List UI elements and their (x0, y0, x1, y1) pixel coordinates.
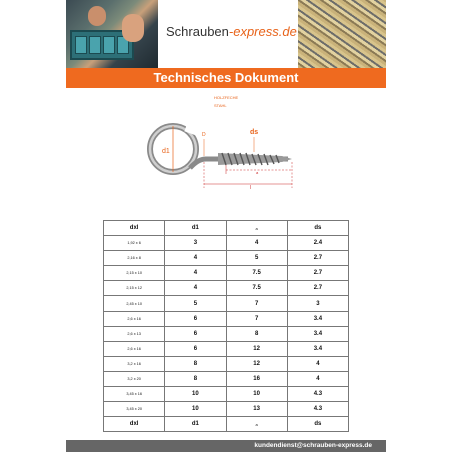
cell-dxl: 2,6 x 16 (104, 341, 165, 356)
cell-dxl: 1,92 x 6 (104, 236, 165, 251)
cell-d1: 10 (165, 402, 226, 417)
screws-photo (298, 0, 386, 68)
table-row (104, 371, 349, 386)
contact-email-link[interactable]: kundendienst@schrauben-express.de (254, 442, 372, 449)
screw-hook-diagram (146, 112, 296, 202)
cell-a: 16 (226, 371, 287, 386)
cell-dxl: 2,6 x 16 (104, 311, 165, 326)
cell-ds: 3.4 (287, 341, 348, 356)
table-row (104, 296, 349, 311)
cell-a: 12 (226, 356, 287, 371)
cell-d1: 4 (165, 251, 226, 266)
footer-cell-a: a (226, 417, 287, 432)
d-label: D (202, 132, 206, 138)
cell-ds: 4 (287, 356, 348, 371)
title-banner (66, 68, 386, 88)
cell-dxl: 2,16 x 8 (104, 251, 165, 266)
material-subtitle: STAHL (214, 103, 227, 108)
cell-dxl: 3,45 x 16 (104, 387, 165, 402)
cell-dxl: 2,15 x 12 (104, 281, 165, 296)
cell-d1: 6 (165, 311, 226, 326)
ds-label: ds (250, 129, 259, 136)
hand-graphic (88, 6, 106, 26)
header-cell-d1: d1 (165, 221, 226, 236)
cell-dxl: 2,15 x 10 (104, 266, 165, 281)
cell-d1: 5 (165, 296, 226, 311)
cell-a: 7 (226, 311, 287, 326)
table-header-row (104, 221, 349, 236)
specification-table (103, 220, 349, 432)
cell-ds: 2.7 (287, 266, 348, 281)
cell-a: 13 (226, 402, 287, 417)
cell-a: 8 (226, 326, 287, 341)
page-title: Technisches Dokument (153, 70, 299, 85)
brand-logo[interactable] (166, 24, 297, 39)
cell-a: 5 (226, 251, 287, 266)
header-cell-dxl: dxl (104, 221, 165, 236)
cell-d1: 8 (165, 371, 226, 386)
footer-cell-d1: d1 (165, 417, 226, 432)
cell-a: 7.5 (226, 266, 287, 281)
cell-d1: 6 (165, 326, 226, 341)
workshop-photo (66, 0, 158, 68)
header-cell-a: a (226, 221, 287, 236)
cell-ds: 3.4 (287, 311, 348, 326)
cell-a: 7 (226, 296, 287, 311)
cell-ds: 2.7 (287, 251, 348, 266)
cell-ds: 2.4 (287, 236, 348, 251)
table-row (104, 236, 349, 251)
header (66, 0, 386, 68)
a-label: a (256, 170, 259, 175)
cell-d1: 4 (165, 266, 226, 281)
cell-d1: 8 (165, 356, 226, 371)
cell-ds: 3.4 (287, 326, 348, 341)
table-row (104, 326, 349, 341)
cell-ds: 2.7 (287, 281, 348, 296)
table-row (104, 402, 349, 417)
cell-d1: 10 (165, 387, 226, 402)
cell-dxl: 3,2 x 16 (104, 356, 165, 371)
header-cell-ds: ds (287, 221, 348, 236)
hand-graphic (122, 14, 144, 42)
cell-a: 12 (226, 341, 287, 356)
cell-ds: 4.3 (287, 387, 348, 402)
table-row (104, 311, 349, 326)
cell-ds: 4 (287, 371, 348, 386)
cell-dxl: 3,45 x 20 (104, 402, 165, 417)
cell-a: 4 (226, 236, 287, 251)
table-row (104, 341, 349, 356)
footer-cell-dxl: dxl (104, 417, 165, 432)
table-row (104, 266, 349, 281)
cell-a: 7.5 (226, 281, 287, 296)
cell-dxl: 2,6 x 13 (104, 326, 165, 341)
cell-ds: 4.3 (287, 402, 348, 417)
cell-d1: 6 (165, 341, 226, 356)
footer-cell-ds: ds (287, 417, 348, 432)
cell-d1: 4 (165, 281, 226, 296)
cell-d1: 3 (165, 236, 226, 251)
logo-accent-text: -express.de (228, 24, 297, 39)
cell-dxl: 2,45 x 10 (104, 296, 165, 311)
cell-a: 10 (226, 387, 287, 402)
footer-bar (66, 440, 386, 452)
screw-thread (218, 153, 292, 165)
document-page (66, 0, 386, 452)
l-label: l (250, 185, 252, 191)
table-footer-row (104, 417, 349, 432)
d1-label: d1 (162, 148, 170, 155)
table-row (104, 281, 349, 296)
table-row (104, 251, 349, 266)
cell-ds: 3 (287, 296, 348, 311)
table-row (104, 356, 349, 371)
material-label: HOLZFECHE (214, 95, 239, 100)
cell-dxl: 3,2 x 20 (104, 371, 165, 386)
logo-main-text: Schrauben (166, 24, 229, 39)
table-row (104, 387, 349, 402)
